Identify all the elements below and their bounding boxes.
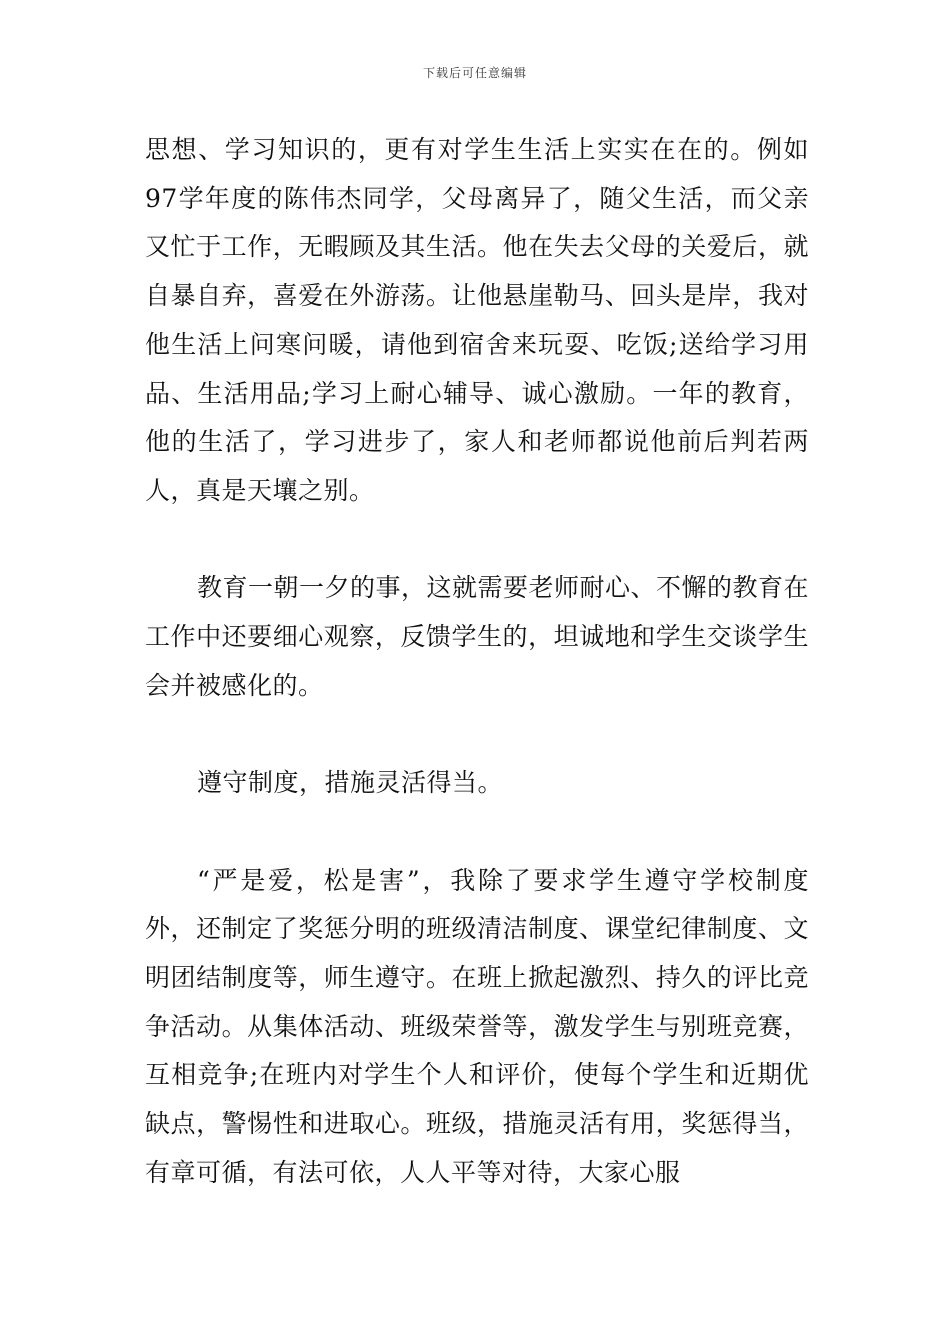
paragraph-spacer [145, 516, 809, 565]
paragraph-spacer [145, 808, 809, 857]
paragraph-1: 思想、学习知识的，更有对学生生活上实实在在的。例如97学年度的陈伟杰同学，父母离异了，随父生活，而父亲又忙于工作，无暇顾及其生活。他在失去父母的关爱后，就自暴自弃，喜爱在外游荡。让他悬崖勒马、回头是岸，我对他生活上问寒问暖，请他到宿舍来玩耍、吃饭;送给学习用品、生活用品;学习上耐心辅导、诚心激励。一年的教育，他的生活了，学习进步了，家人和老师都说他前后判若两人，真是天壤之别。 [145, 135, 809, 505]
page-header: 下载后可任意编辑 [422, 66, 527, 80]
paragraph-3: 遵守制度，措施灵活得当。 [197, 768, 504, 798]
paragraph-4: “严是爱，松是害”，我除了要求学生遵守学校制度外，还制定了奖惩分明的班级清洁制度、课堂纪律制度、文明团结制度等，师生遵守。在班上掀起激烈、持久的评比竞争活动。从集体活动、班级荣誉等，激发学生与别班竞赛，互相竞争;在班内对学生个人和评价，使每个学生和近期优缺点，警惕性和进取心。班级，措施灵活有用，奖惩得当，有章可循，有法可依，人人平等对待，大家心服 [145, 865, 809, 1187]
paragraph-spacer [145, 710, 809, 759]
document-body [145, 126, 809, 1197]
paragraph-2: 教育一朝一夕的事，这就需要老师耐心、不懈的教育在工作中还要细心观察，反馈学生的，坦诚地和学生交谈学生会并被感化的。 [145, 573, 810, 700]
